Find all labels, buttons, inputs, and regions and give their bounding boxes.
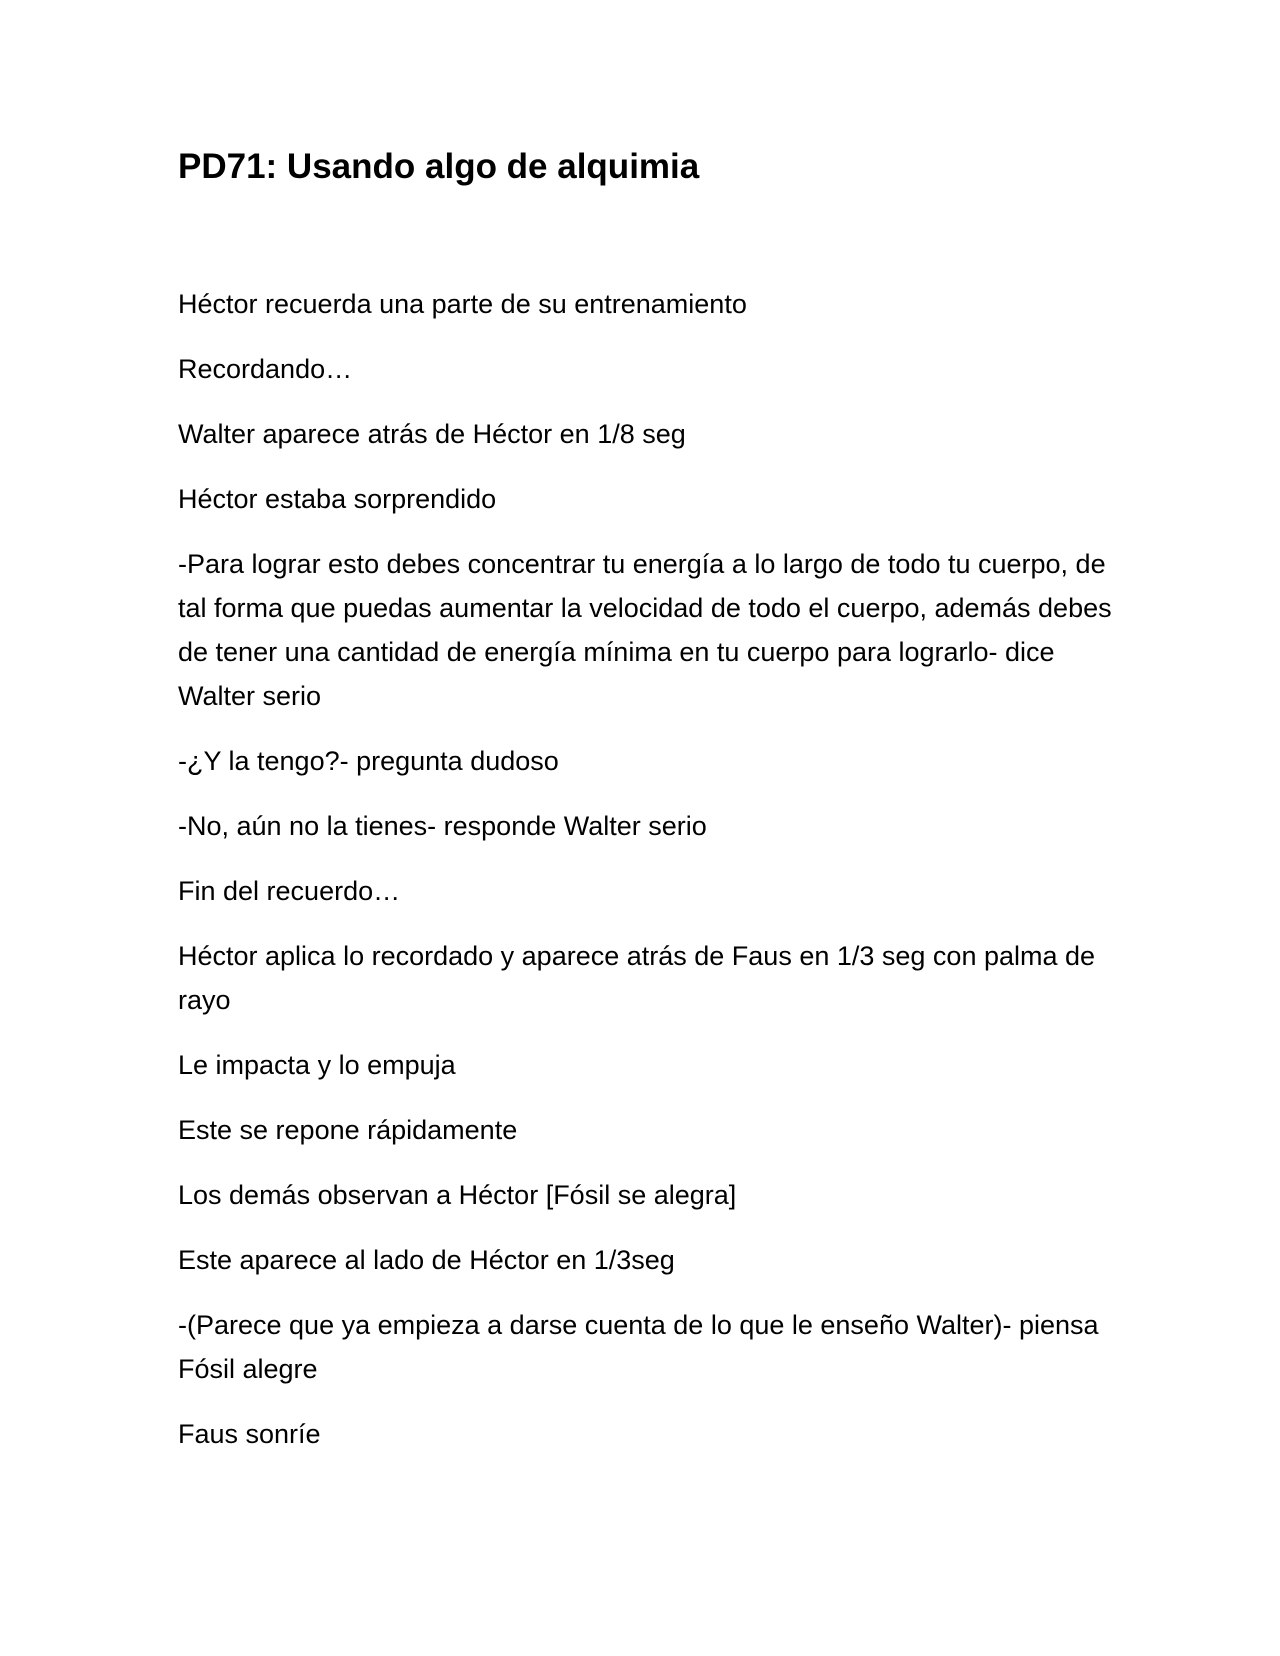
paragraph: Este se repone rápidamente	[178, 1115, 518, 1145]
paragraph: -¿Y la tengo?- pregunta dudoso	[178, 746, 559, 776]
paragraph: Héctor aplica lo recordado y aparece atrás de Faus en 1/3 seg con palma de rayo	[178, 941, 1096, 1015]
paragraph: -Para lograr esto debes concentrar tu energía a lo largo de todo tu cuerpo, de tal forma que puedas aumentar la velocidad de todo el cuerpo, además debes de tener una cantidad de energía mínima en tu cuerpo para lograrlo- dice Walter serio	[178, 549, 1112, 711]
paragraph: -No, aún no la tienes- responde Walter serio	[178, 811, 707, 841]
paragraph: Este aparece al lado de Héctor en 1/3seg	[178, 1245, 675, 1275]
paragraph: Walter aparece atrás de Héctor en 1/8 seg	[178, 419, 686, 449]
paragraph: Le impacta y lo empuja	[178, 1050, 456, 1080]
paragraph: Los demás observan a Héctor [Fósil se alegra]	[178, 1180, 737, 1210]
document-page	[178, 145, 1118, 1477]
document-title: PD71: Usando algo de alquimia	[178, 147, 700, 186]
paragraph: Héctor recuerda una parte de su entrenamiento	[178, 289, 747, 319]
paragraph: Héctor estaba sorprendido	[178, 484, 497, 514]
paragraph: Recordando…	[178, 354, 353, 384]
paragraph: Faus sonríe	[178, 1419, 321, 1449]
paragraph: Fin del recuerdo…	[178, 876, 401, 906]
paragraph: -(Parece que ya empieza a darse cuenta de lo que le enseño Walter)- piensa Fósil alegre	[178, 1310, 1099, 1384]
